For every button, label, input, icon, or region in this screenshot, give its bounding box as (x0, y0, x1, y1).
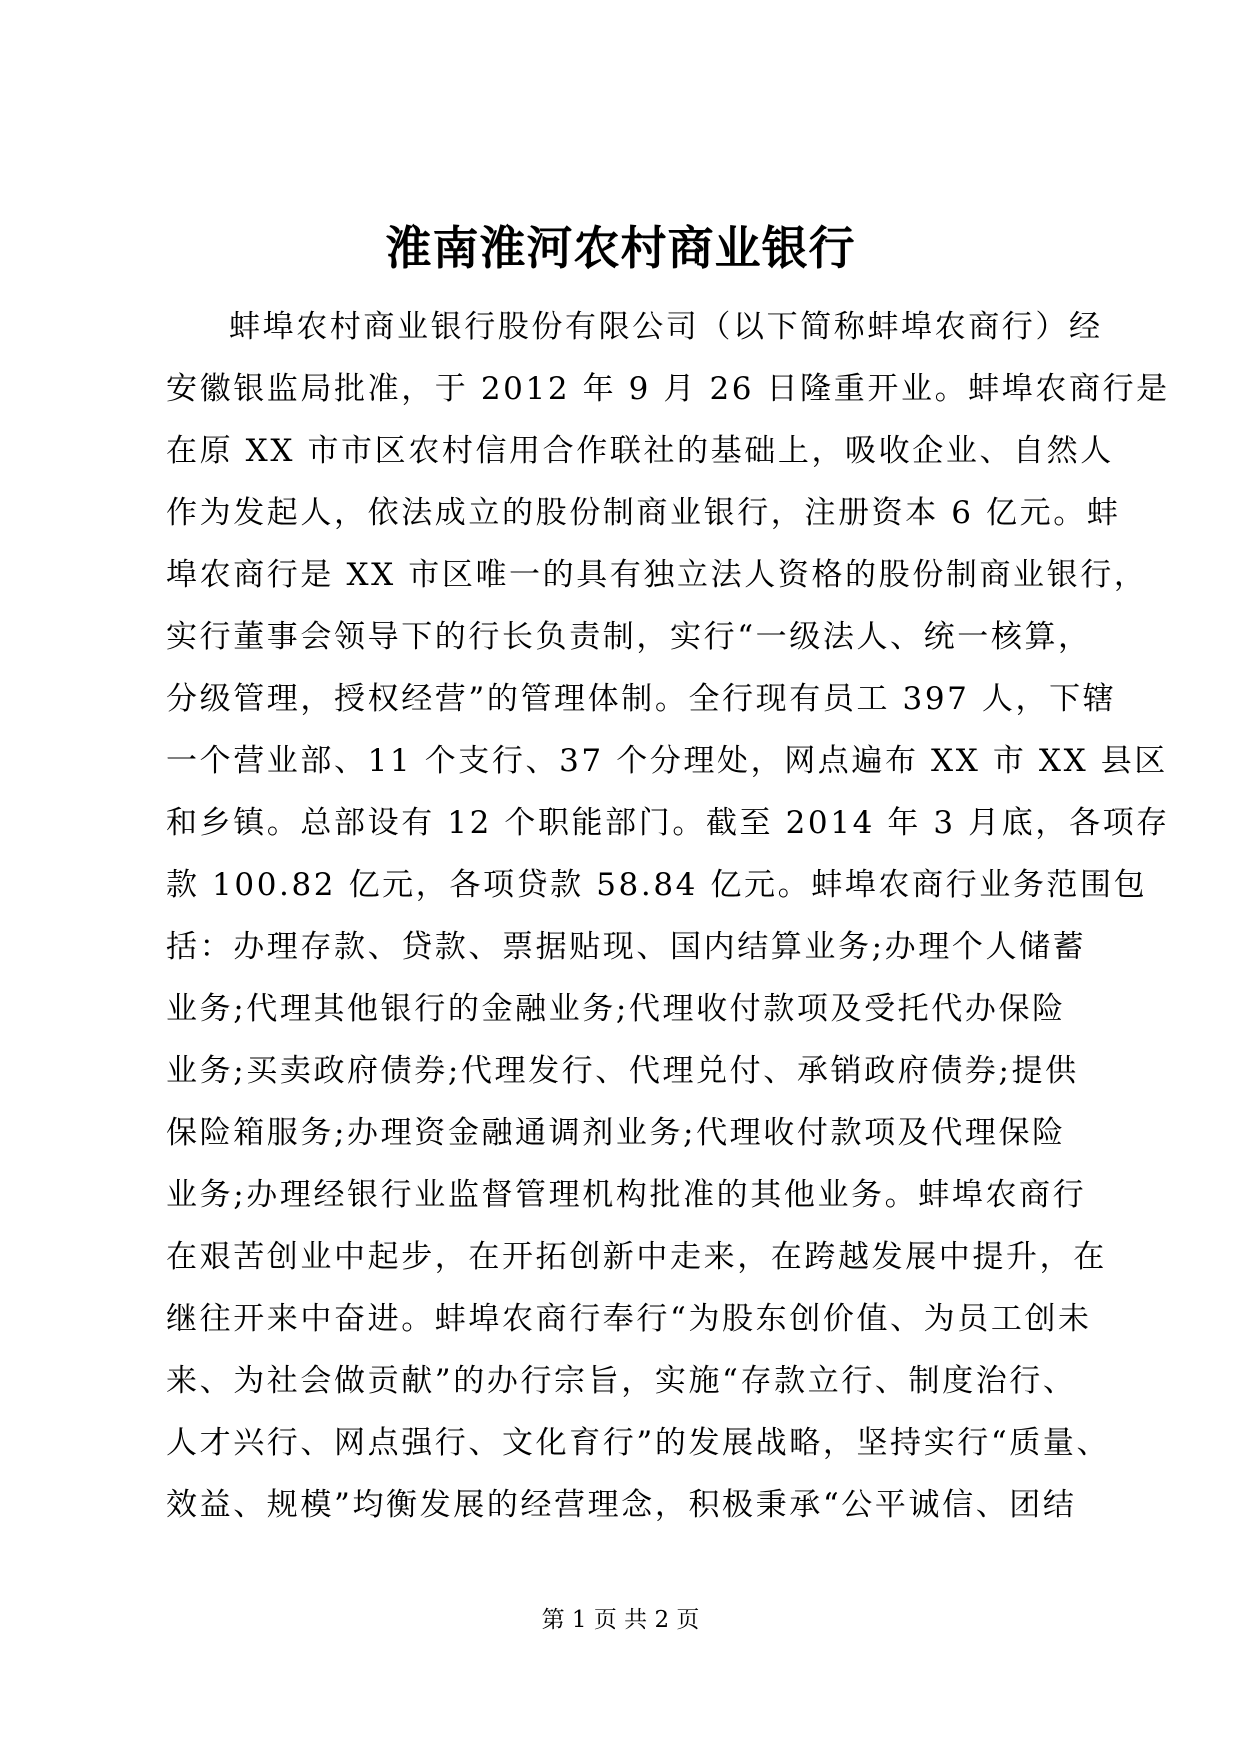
body-line: 一个营业部、11 个支行、37 个分理处，网点遍布 XX 市 XX 县区 (166, 743, 1168, 779)
body-line: 继往开来中奋进。蚌埠农商行奉行“为股东创价值、为员工创未 (166, 1301, 1092, 1337)
body-line: 人才兴行、网点强行、文化育行”的发展战略，坚持实行“质量、 (166, 1425, 1111, 1461)
body-line: 实行董事会领导下的行长负责制，实行“一级法人、统一核算， (166, 619, 1092, 655)
body-line: 蚌埠农村商业银行股份有限公司（以下简称蚌埠农商行）经 (229, 309, 1103, 345)
body-line: 在原 XX 市市区农村信用合作联社的基础上，吸收企业、自然人 (166, 433, 1114, 469)
body-line: 款 100.82 亿元，各项贷款 58.84 亿元。蚌埠农商行业务范围包 (166, 867, 1148, 903)
body-line: 在艰苦创业中起步，在开拓创新中走来，在跨越发展中提升，在 (166, 1239, 1107, 1275)
body-line: 埠农商行是 XX 市区唯一的具有独立法人资格的股份制商业银行， (166, 557, 1148, 593)
body-line: 来、为社会做贡献”的办行宗旨，实施“存款立行、制度治行、 (166, 1363, 1077, 1399)
body-line: 分级管理，授权经营”的管理体制。全行现有员工 397 人，下辖 (166, 681, 1117, 717)
page-number-footer: 第 1 页 共 2 页 (541, 1607, 700, 1633)
body-line: 业务;代理其他银行的金融业务;代理收付款项及受托代办保险 (166, 991, 1066, 1027)
document-body (166, 296, 1170, 1536)
body-line: 安徽银监局批准，于 2012 年 9 月 26 日隆重开业。蚌埠农商行是 (166, 371, 1170, 407)
body-line: 作为发起人，依法成立的股份制商业银行，注册资本 6 亿元。蚌 (166, 495, 1121, 531)
body-line: 业务;办理经银行业监督管理机构批准的其他业务。蚌埠农商行 (166, 1177, 1087, 1213)
document-title: 淮南淮河农村商业银行 (385, 221, 856, 275)
body-line: 和乡镇。总部设有 12 个职能部门。截至 2014 年 3 月底，各项存 (166, 805, 1170, 841)
body-line: 保险箱服务;办理资金融通调剂业务;代理收付款项及代理保险 (166, 1115, 1066, 1151)
body-line: 业务;买卖政府债券;代理发行、代理兑付、承销政府债券;提供 (166, 1053, 1079, 1089)
body-line: 括：办理存款、贷款、票据贴现、国内结算业务;办理个人储蓄 (166, 929, 1087, 965)
body-line: 效益、规模”均衡发展的经营理念，积极秉承“公平诚信、团结 (166, 1487, 1077, 1523)
